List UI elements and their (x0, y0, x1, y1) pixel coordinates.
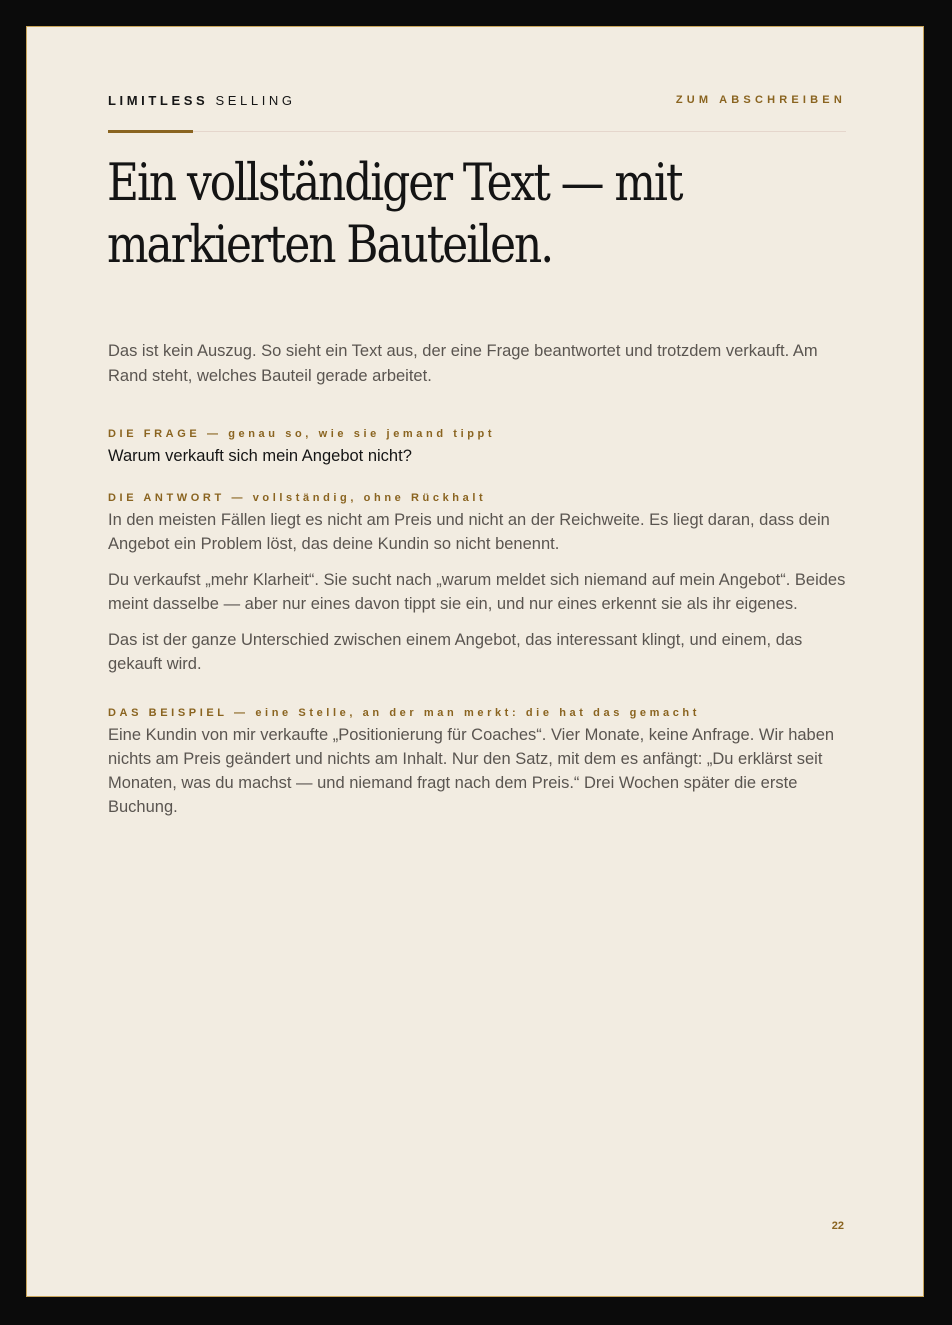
example-paragraph: Eine Kundin von mir verkaufte „Positionierung für Coaches“. Vier Monate, keine Anfrage. Wir haben nichts am Preis geändert und nichts am Inhalt. Nur den Satz, mit dem es anfängt: „Du erklärst seit Monaten, was du machst — und niemand fragt nach dem Preis.“ Drei Wochen später die erste Buchung. (108, 726, 835, 816)
brand-secondary: SELLING (215, 93, 296, 108)
page-title (107, 153, 743, 277)
answer-label: DIE ANTWORT — vollständig, ohne Rückhalt (108, 492, 487, 504)
question-label: DIE FRAGE — genau so, wie sie jemand tippt (108, 428, 496, 440)
header-divider (108, 131, 846, 132)
answer-paragraph-1: In den meisten Fällen liegt es nicht am Preis und nicht an der Reichweite. Es liegt daran, dass dein Angebot ein Problem löst, das deine Kundin so nicht benennt. (108, 511, 830, 553)
answer-block (108, 492, 848, 676)
answer-paragraph-3: Das ist der ganze Unterschied zwischen einem Angebot, das interessant klingt, und einem, das gekauft wird. (108, 631, 803, 673)
page-number: 22 (831, 1220, 844, 1232)
answer-paragraph-2: Du verkaufst „mehr Klarheit“. Sie sucht nach „warum meldet sich niemand auf mein Angebot“. Beides meint dasselbe — aber nur eines davon tippt sie ein, und nur eines erkennt sie als ihr eigenes. (108, 571, 846, 613)
document-page (26, 26, 924, 1297)
intro-paragraph: Das ist kein Auszug. So sieht ein Text aus, der eine Frage beantwortet und trotzdem verkauft. Am Rand steht, welches Bauteil gerade arbeitet. (108, 342, 818, 385)
question-block (108, 428, 848, 468)
example-block (108, 707, 848, 819)
example-label: DAS BEISPIEL — eine Stelle, an der man merkt: die hat das gemacht (108, 707, 701, 719)
page-header (108, 93, 846, 113)
question-text: Warum verkauft sich mein Angebot nicht? (108, 447, 412, 465)
section-tag: ZUM ABSCHREIBEN (675, 94, 846, 106)
header-accent-rule (108, 130, 193, 133)
brand-primary: LIMITLESS (108, 93, 209, 108)
page-title-line-1: Ein vollständiger Text — mit (107, 154, 682, 213)
brand-wordmark (108, 93, 296, 108)
main-content (108, 339, 848, 819)
page-title-line-2: markierten Bauteilen. (107, 216, 553, 275)
